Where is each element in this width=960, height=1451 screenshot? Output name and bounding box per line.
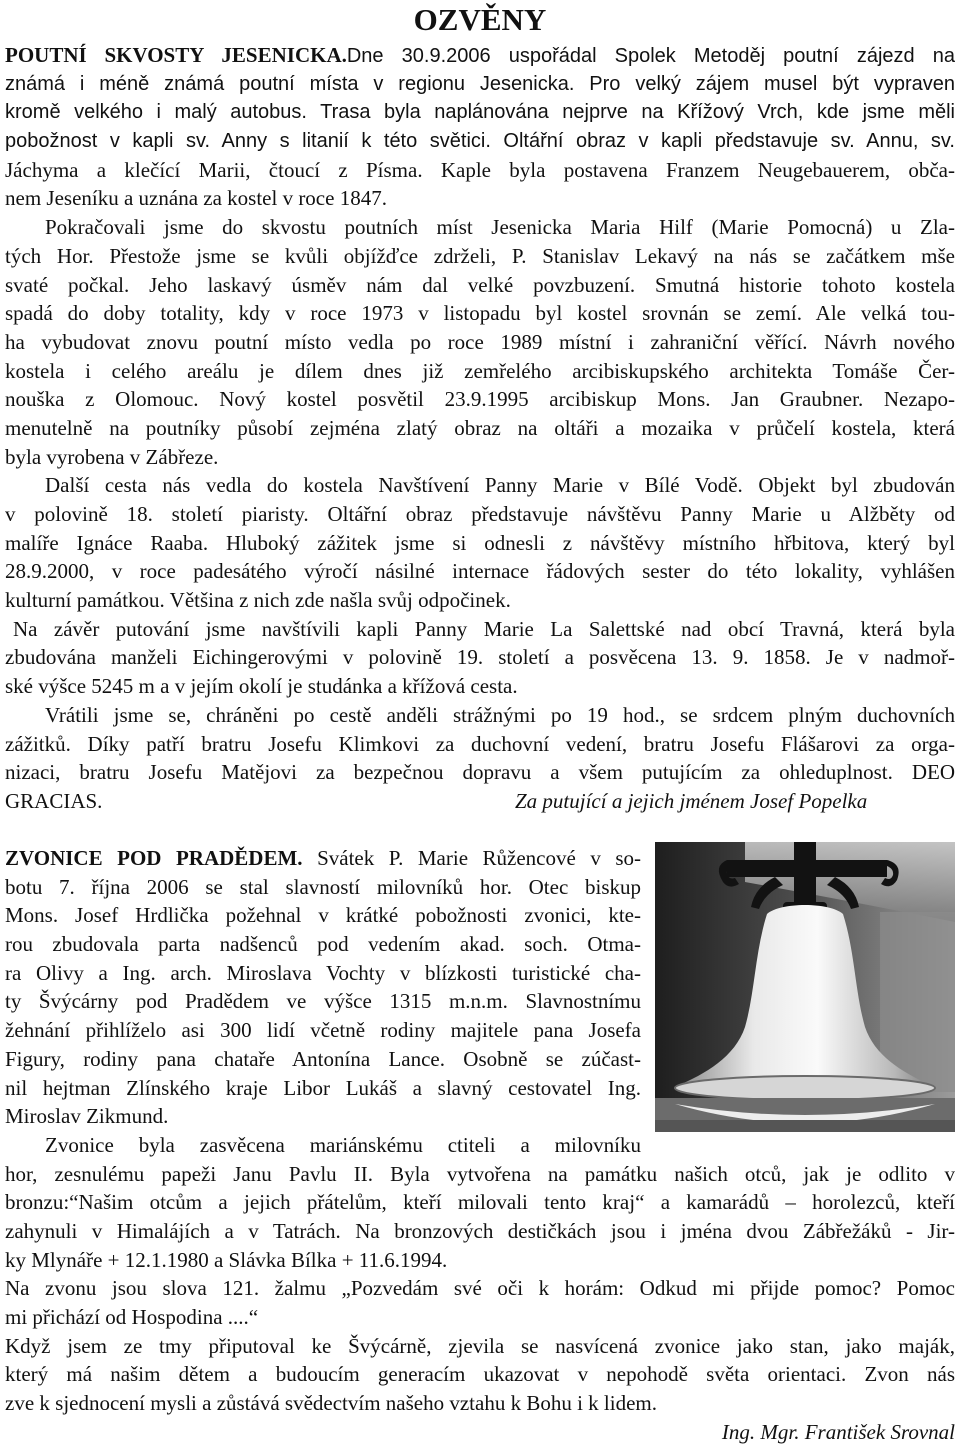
article-line: rou zbudovala parta nadšenců pod vedením akad. soch. Otma-	[5, 932, 641, 957]
article-line: botu 7. října 2006 se stal slavností milovníků hor. Otec biskup	[5, 874, 641, 899]
article-line: byla vyrobena v Zábřeze.	[5, 444, 219, 469]
article-line: spadá do doby totality, kdy v roce 1973 v listopadu byl kostel srovnán se zemí. Ale velká tou-	[5, 301, 955, 326]
article-line: ra Olivy a Ing. arch. Miroslava Vochty v blízkosti turistické cha-	[5, 960, 641, 985]
article-line: ky Mlynáře + 12.1.1980 a Slávka Bílka + 11.6.1994.	[5, 1247, 448, 1272]
article-line	[5, 844, 641, 873]
article-line: ské výšce 5245 m a v jejím okolí je studánka a křížová cesta.	[5, 674, 518, 699]
article-line: kostela i celého areálu je dílem dnes již zemřelého arcibiskupského architekta Tomáše Čer-	[5, 358, 955, 383]
article-line: Mons. Josef Hrdlička požehnal v krátké pobožnosti zvonici, kte-	[5, 903, 641, 928]
article-line: Vrátili jsme se, chráněni po cestě anděli strážnými po 19 hod., se srdcem plným duchovních	[45, 702, 955, 727]
article-line: Miroslav Zikmund.	[5, 1104, 169, 1129]
article-heading: POUTNÍ SKVOSTY JESENICKA.	[5, 43, 347, 67]
article-line: Na zvonu jsou slova 121. žalmu „Pozvedám své oči k horám: Odkud mi přijde pomoc? Pomoc	[5, 1276, 955, 1301]
article-line: známá i méně známá poutní místa v regionu Jesenicka. Pro velký zájem musel být vypraven	[5, 72, 955, 95]
article-line: nil hejtman Zlínského kraje Libor Lukáš a slavný cestovatel Ing.	[5, 1075, 641, 1100]
article-line: nem Jeseníku a uznána za kostel v roce 1847.	[5, 186, 387, 211]
article-line: Pokračovali jsme do skvostu poutních míst Jesenicka Maria Hilf (Marie Pomocná) u Zla-	[45, 215, 955, 240]
article-line: mi přichází od Hospodina ....“	[5, 1305, 259, 1329]
article-line: zve k sjednocení mysli a zůstává svědectvím našeho vztahu k Bohu i k lidem.	[5, 1391, 658, 1416]
article-line: žehnání přihlíželo asi 300 lidí včetně rodiny majitele pana Josefa	[5, 1018, 641, 1043]
article-line: hor, zesnulému papeži Janu Pavlu II. Byla vytvořena na památku našich otců, jak je odlito v	[5, 1161, 955, 1186]
article-line-text: Dne 30.9.2006 uspořádal Spolek Metoděj poutní zájezd na	[346, 45, 955, 67]
article-line: který má našim dětem a budoucím generacím ukazovat v nepohodě světa orientaci. Zvon nás	[5, 1362, 955, 1387]
article-line: svaté počkal. Jeho laskavý úsměv nám dal velké povzbuzení. Smutná historie tohoto kostela	[5, 272, 955, 297]
article-line: Když jsem ze tmy připutoval ke Švýcárně, zjevila se nasvícená zvonice jako stan, jako maják,	[5, 1333, 955, 1358]
article-line: menutelně na poutníky působí zejména zlatý obraz na oltáři a mozaika v průčelí kostela, která	[5, 415, 955, 440]
author-signature: Za putující a jejich jménem Josef Popelka	[515, 788, 868, 813]
article-line	[5, 787, 955, 816]
article-line: Figury, rodiny pana chataře Antonína Lance. Osobně se zúčast-	[5, 1046, 641, 1071]
article-line: Na závěr putování jsme navštívili kapli Panny Marie La Salettské nad obcí Travná, která byla	[13, 616, 955, 641]
article-line	[5, 41, 955, 70]
article-line: nouška z Olomouc. Nový kostel posvětil 23.9.1995 arcibiskup Mons. Jan Graubner. Nezapo-	[5, 387, 955, 412]
page-title: OZVĚNY	[413, 2, 547, 37]
article-line: zbudována manželi Eichingerovými v polovině 19. století a posvěcena 13. 9. 1858. Je v nadmoř-	[5, 645, 955, 670]
article-line: Další cesta nás vedla do kostela Navštívení Panny Marie v Bílé Vodě. Objekt byl zbudován	[45, 473, 955, 498]
article-line: zahynuli v Himalájích a v Tatrách. Na bronzových destičkách jsou i jména dvou Zábřežáků - Jir-	[5, 1218, 955, 1243]
article-line-text: Svátek P. Marie Růžencové v so-	[317, 846, 642, 870]
article-line: ty Švýcárny pod Pradědem ve výšce 1315 m.n.m. Slavnostnímu	[5, 989, 641, 1014]
article-line: malíře Ignáce Raaba. Hluboký zážitek jsme si odnesli z návštěvy místního hřbitova, který byl	[5, 530, 955, 555]
article-line: Zvonice byla zasvěcena mariánskému ctiteli a milovníku	[45, 1132, 641, 1157]
article-line: Jáchyma a klečící Marii, čtoucí z Písma. Kaple byla postavena Franzem Neugebauerem, obča-	[5, 157, 955, 182]
author-signature: Ing. Mgr. František Srovnal	[721, 1419, 955, 1444]
article-line: ha vybudovat znovu poutní místo vedla po roce 1989 místní i zahraniční věřící. Návrh nového	[5, 329, 955, 354]
article-zvonice	[5, 844, 955, 1446]
article-line: 28.9.2000, v roce padesátého výročí násilné internace řádových sester do této lokality, vyhlášen	[5, 559, 955, 584]
article-heading: ZVONICE POD PRADĚDEM.	[5, 846, 303, 870]
article-line: tých Hor. Přestože jsme se kvůli objížďce zdrželi, P. Stanislav Lekavý na nás se začátkem mše	[5, 243, 955, 268]
article-line: zážitků. Díky patří bratru Josefu Klimkovi za duchovní vedení, bratru Josefu Flášarovi za orga-	[5, 731, 955, 756]
article-poutni-skvosty	[5, 41, 955, 816]
article-line: pobožnost v kapli sv. Anny s litanií k této světici. Oltářní obraz v kapli představuje sv. Annu, sv.	[5, 130, 955, 153]
article-line: kulturní památkou. Většina z nich zde našla svůj odpočinek.	[5, 588, 511, 613]
article-line: bronzu:“Našim otcům a jejich přátelům, kteří milovali tento kraj“ a kamarádů – horolezců, kteří	[5, 1190, 955, 1215]
article-line: kromě velkého i malý autobus. Trasa byla naplánována nejprve na Křížový Vrch, kde jsme měli	[5, 101, 955, 124]
article-line-text: GRACIAS.	[5, 788, 103, 813]
article-line: v polovině 18. století piaristy. Oltářní obraz představuje návštěvu Panny Marie u Alžběty od	[5, 502, 955, 526]
article-line: nizaci, bratru Josefu Matějovi za bezpečnou dopravu a všem putujícím za ohleduplnost. DEO	[5, 760, 955, 785]
